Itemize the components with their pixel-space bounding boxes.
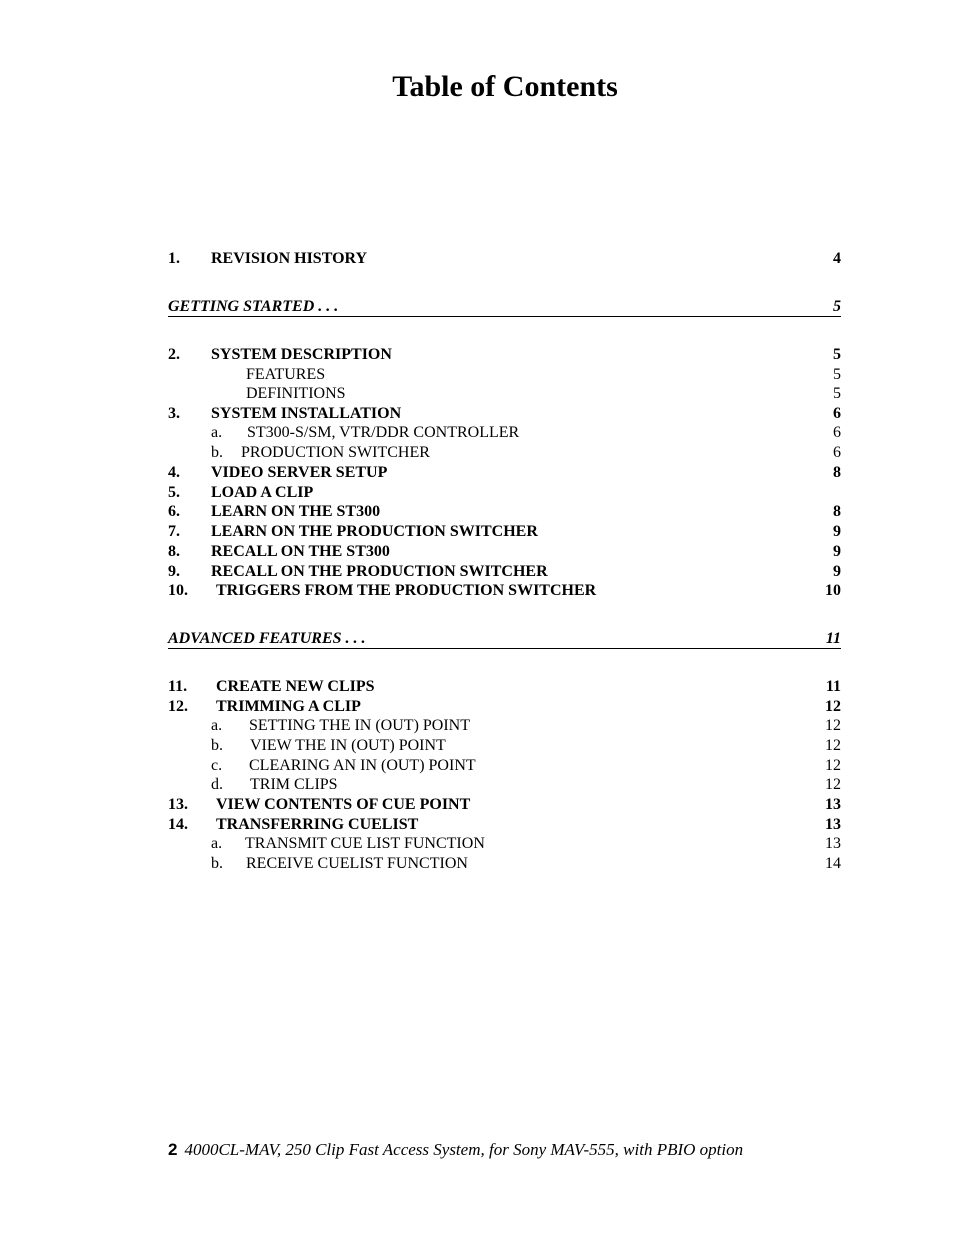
entry-label: RECALL ON THE PRODUCTION SWITCHER bbox=[211, 563, 548, 580]
entry-number: 5. bbox=[168, 484, 180, 501]
footer-text: 4000CL-MAV, 250 Clip Fast Access System, for Sony MAV-555, with PBIO option bbox=[184, 1140, 744, 1159]
toc-entry[interactable] bbox=[168, 502, 841, 522]
section-label: ADVANCED FEATURES . . . bbox=[168, 630, 366, 647]
page-title: Table of Contents bbox=[392, 70, 618, 103]
entry-label: SYSTEM INSTALLATION bbox=[211, 405, 402, 422]
entry-label: VIEW THE IN (OUT) POINT bbox=[250, 737, 446, 754]
entry-label: TRIM CLIPS bbox=[250, 776, 338, 793]
entry-page: 8 bbox=[833, 464, 841, 481]
entry-page: 12 bbox=[825, 737, 841, 754]
entry-page: 5 bbox=[833, 366, 841, 383]
entry-page: 12 bbox=[825, 776, 841, 793]
entry-label: VIDEO SERVER SETUP bbox=[211, 464, 388, 481]
entry-number: a. bbox=[211, 717, 223, 734]
entry-label: RECALL ON THE ST300 bbox=[211, 543, 390, 560]
entry-number: 4. bbox=[168, 464, 180, 481]
entry-page: 6 bbox=[833, 405, 841, 422]
entry-label: LEARN ON THE PRODUCTION SWITCHER bbox=[211, 523, 538, 540]
entry-number: b. bbox=[211, 855, 223, 872]
toc-subentry[interactable] bbox=[168, 365, 841, 385]
toc-entry[interactable] bbox=[168, 404, 841, 424]
toc-subentry[interactable] bbox=[168, 775, 841, 795]
entry-number: 3. bbox=[168, 405, 180, 422]
entry-label: DEFINITIONS bbox=[246, 385, 346, 402]
entry-label: SETTING THE IN (OUT) POINT bbox=[249, 717, 470, 734]
entry-page: 4 bbox=[833, 250, 841, 267]
entry-number: 10. bbox=[168, 582, 188, 599]
entry-page: 10 bbox=[825, 582, 841, 599]
entry-page: 9 bbox=[833, 543, 841, 560]
toc-subentry[interactable] bbox=[168, 854, 841, 874]
entry-number: a. bbox=[211, 835, 223, 852]
entry-number: 13. bbox=[168, 796, 188, 813]
entry-page: 9 bbox=[833, 563, 841, 580]
entry-number: a. bbox=[211, 424, 223, 441]
toc-entry[interactable] bbox=[168, 463, 841, 483]
toc-entry[interactable] bbox=[168, 345, 841, 365]
entry-number: d. bbox=[211, 776, 223, 793]
entry-number: 8. bbox=[168, 543, 180, 560]
toc-entry[interactable] bbox=[168, 697, 841, 717]
entry-page: 6 bbox=[833, 444, 841, 461]
footer-page-number: 2 bbox=[168, 1140, 178, 1159]
section-label: GETTING STARTED . . . bbox=[168, 298, 339, 315]
toc-entry[interactable] bbox=[168, 483, 841, 503]
entry-label: CREATE NEW CLIPS bbox=[216, 678, 375, 695]
entry-page: 12 bbox=[825, 698, 841, 715]
entry-label: FEATURES bbox=[246, 366, 326, 383]
entry-number: 9. bbox=[168, 563, 180, 580]
toc-entry[interactable] bbox=[168, 815, 841, 835]
entry-page: 9 bbox=[833, 523, 841, 540]
entry-label: CLEARING AN IN (OUT) POINT bbox=[249, 757, 476, 774]
entry-label: TRANSFERRING CUELIST bbox=[216, 816, 419, 833]
entry-label: RECEIVE CUELIST FUNCTION bbox=[246, 855, 468, 872]
entry-label: LOAD A CLIP bbox=[211, 484, 314, 501]
toc-subentry[interactable] bbox=[168, 423, 841, 443]
entry-number: b. bbox=[211, 737, 223, 754]
toc-subentry[interactable] bbox=[168, 443, 841, 463]
entry-label: REVISION HISTORY bbox=[211, 250, 368, 267]
entry-page: 13 bbox=[825, 796, 841, 813]
entry-number: b. bbox=[211, 444, 223, 461]
toc-subentry[interactable] bbox=[168, 716, 841, 736]
toc-entry[interactable] bbox=[168, 522, 841, 542]
entry-page: 5 bbox=[833, 346, 841, 363]
entry-number: 1. bbox=[168, 250, 180, 267]
toc-entry[interactable] bbox=[168, 677, 841, 697]
entry-number: 11. bbox=[168, 678, 188, 695]
entry-label: VIEW CONTENTS OF CUE POINT bbox=[216, 796, 471, 813]
entry-number: 2. bbox=[168, 346, 180, 363]
entry-page: 14 bbox=[825, 855, 841, 872]
entry-label: PRODUCTION SWITCHER bbox=[241, 444, 430, 461]
entry-page: 8 bbox=[833, 503, 841, 520]
toc-entry[interactable] bbox=[168, 581, 841, 601]
entry-label: LEARN ON THE ST300 bbox=[211, 503, 381, 520]
toc-entry[interactable] bbox=[168, 562, 841, 582]
entry-label: TRANSMIT CUE LIST FUNCTION bbox=[245, 835, 485, 852]
entry-label: TRIGGERS FROM THE PRODUCTION SWITCHER bbox=[216, 582, 597, 599]
toc-entry[interactable] bbox=[168, 249, 841, 269]
toc-subentry[interactable] bbox=[168, 384, 841, 404]
toc-subentry[interactable] bbox=[168, 736, 841, 756]
entry-page: 13 bbox=[825, 816, 841, 833]
entry-page: 12 bbox=[825, 717, 841, 734]
entry-number: 12. bbox=[168, 698, 188, 715]
entry-page: 12 bbox=[825, 757, 841, 774]
toc-entry[interactable] bbox=[168, 795, 841, 815]
entry-number: 14. bbox=[168, 816, 188, 833]
entry-number: c. bbox=[211, 757, 223, 774]
entry-label: TRIMMING A CLIP bbox=[216, 698, 361, 715]
toc-subentry[interactable] bbox=[168, 834, 841, 854]
entry-number: 7. bbox=[168, 523, 180, 540]
section-page: 11 bbox=[825, 630, 841, 647]
entry-page: 5 bbox=[833, 385, 841, 402]
toc-section-heading[interactable] bbox=[168, 629, 841, 649]
entry-page: 11 bbox=[825, 678, 841, 695]
entry-page: 6 bbox=[833, 424, 841, 441]
entry-label: SYSTEM DESCRIPTION bbox=[211, 346, 392, 363]
entry-label: ST300-S/SM, VTR/DDR CONTROLLER bbox=[247, 424, 520, 441]
entry-number: 6. bbox=[168, 503, 180, 520]
toc-section-heading[interactable] bbox=[168, 297, 841, 317]
entry-page: 13 bbox=[825, 835, 841, 852]
toc-subentry[interactable] bbox=[168, 756, 841, 776]
section-page: 5 bbox=[833, 298, 841, 315]
page-footer bbox=[168, 1139, 743, 1161]
toc-entry[interactable] bbox=[168, 542, 841, 562]
